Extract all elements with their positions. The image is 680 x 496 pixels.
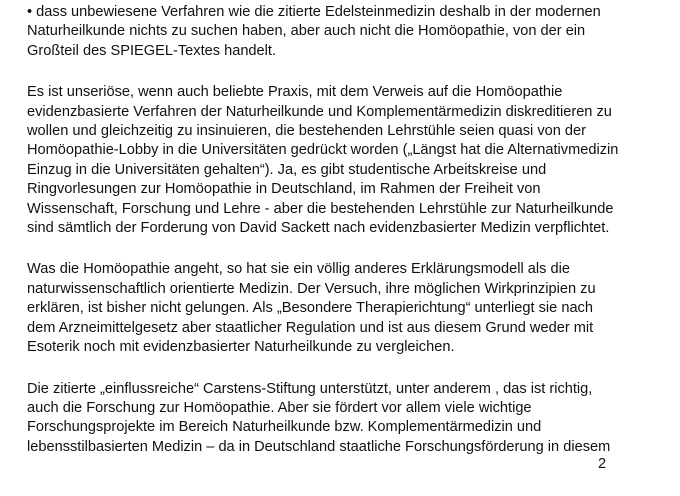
paragraph-homoeopathie (27, 260, 667, 357)
text-line: naturwissenschaftlich orientierte Medizin. Der Versuch, ihre möglichen Wirkprinzipien zu (27, 280, 596, 297)
paragraph-lehrstuehle (27, 83, 667, 238)
text-line: Forschungsprojekte im Bereich Naturheilkunde bzw. Komplementärmedizin und (27, 419, 542, 436)
text-line: Homöopathie-Lobby in die Universitäten gedrückt worden („Längst hat die Alternativmedizin (27, 142, 619, 159)
text-line: Die zitierte „einflussreiche“ Carstens-Stiftung unterstützt, unter anderem , das ist richtig, (27, 380, 593, 397)
text-line: • dass unbewiesene Verfahren wie die zitierte Edelsteinmedizin deshalb in der modernen (27, 4, 601, 20)
text-line: Wissenschaft, Forschung und Lehre - aber die bestehenden Lehrstühle zur Naturheilkunde (27, 200, 614, 217)
paragraph-bullet-item (27, 3, 667, 61)
text-line: Großteil des SPIEGEL-Textes handelt. (27, 42, 277, 59)
page-number: 2 (598, 456, 607, 472)
text-line: Naturheilkunde nichts zu suchen haben, aber auch nicht die Homöopathie, von der ein (27, 23, 586, 40)
text-line: Was die Homöopathie angeht, so hat sie ein völlig anderes Erklärungsmodell als die (27, 261, 570, 278)
text-line: dem Arzneimittelgesetz aber staatlicher Regulation und ist aus diesem Grund weder mit (27, 319, 594, 336)
paragraph-carstens-stiftung (27, 380, 667, 458)
document-body (27, 3, 667, 479)
text-line: Ringvorlesungen zur Homöopathie in Deutschland, im Rahmen der Freiheit von (27, 181, 541, 198)
text-line: erklären, ist bisher nicht gelungen. Als „Besondere Therapierichtung“ unterliegt sie nach (27, 300, 593, 317)
text-line: wollen und gleichzeitig zu insinuieren, die bestehenden Lehrstühle seien quasi von der (27, 123, 586, 140)
text-line: Einzug in die Universitäten gehalten“). Ja, es gibt studentische Arbeitskreise und (27, 161, 547, 178)
text-line: Es ist unseriöse, wenn auch beliebte Praxis, mit dem Verweis auf die Homöopathie (27, 84, 563, 101)
text-line: auch die Forschung zur Homöopathie. Aber sie fördert vor allem viele wichtige (27, 399, 532, 416)
text-line: Esoterik noch mit evidenzbasierter Naturheilkunde zu vergleichen. (27, 339, 455, 356)
text-line: lebensstilbasierten Medizin – da in Deutschland staatliche Forschungsförderung in diesem (27, 438, 611, 455)
text-line: evidenzbasierte Verfahren der Naturheilkunde und Komplementärmedizin diskreditieren zu (27, 103, 612, 120)
text-line: sind sämtlich der Forderung von David Sackett nach evidenzbasierter Medizin verpflichtet. (27, 220, 610, 237)
